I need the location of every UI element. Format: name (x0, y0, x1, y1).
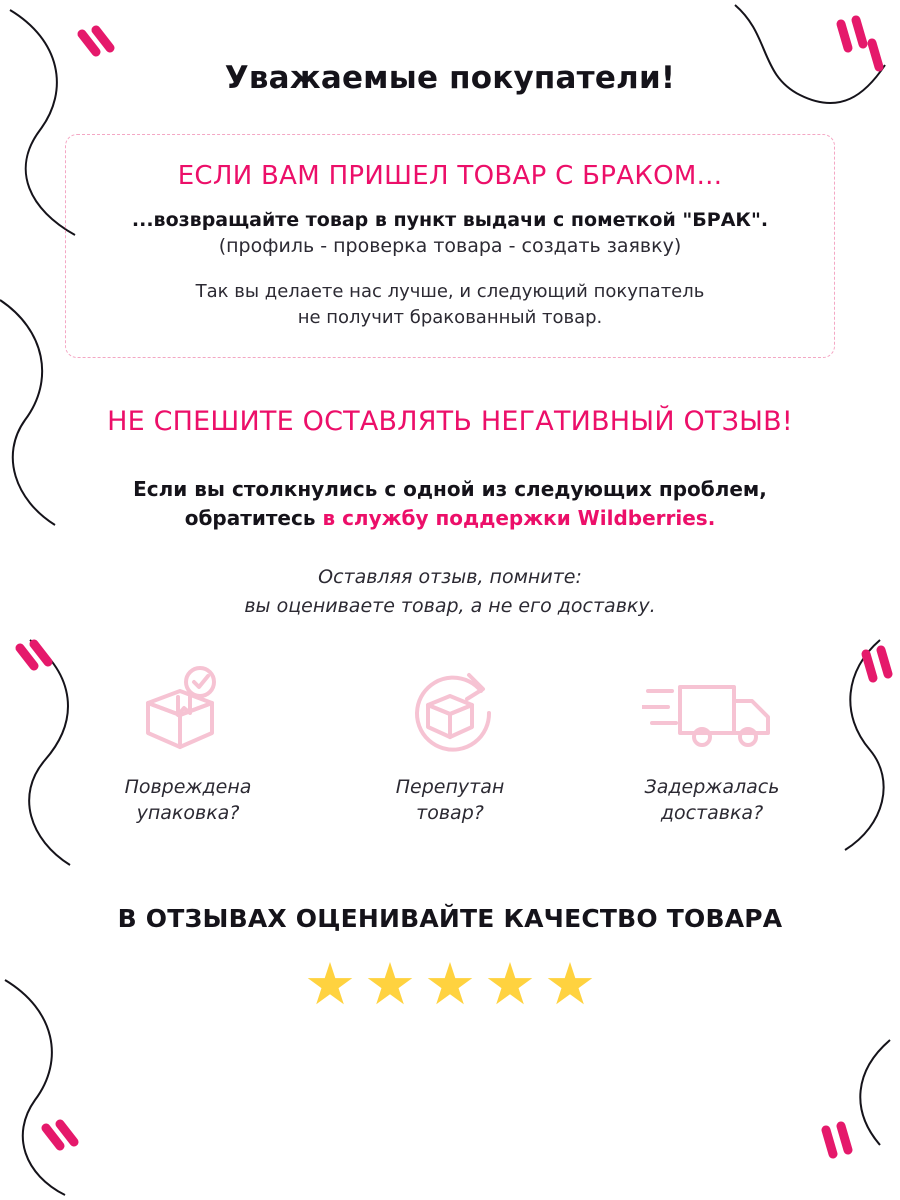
defect-note-line-2: не получит бракованный товар. (297, 307, 603, 329)
problem-line-1: Если вы столкнулись с одной из следующих проблем, (133, 477, 767, 502)
caption-line-1: Перепутан (395, 776, 505, 799)
defect-heading: ЕСЛИ ВАМ ПРИШЕЛ ТОВАР С БРАКОМ... (177, 161, 723, 191)
problem-item-delayed-delivery (617, 665, 807, 826)
caption-line-1: Задержалась (644, 776, 780, 799)
star-icon: ★ (364, 950, 416, 1019)
support-link-text: в службу поддержки Wildberries. (322, 506, 716, 531)
star-icon: ★ (304, 950, 356, 1019)
reminder-line-1: Оставляя отзыв, помните: (318, 566, 582, 589)
star-rating (0, 950, 900, 1019)
problem-icons-row (0, 665, 900, 826)
defect-return-instruction: ...возвращайте товар в пункт выдачи с пометкой "БРАК". (131, 209, 769, 231)
caption-delayed-delivery (617, 775, 807, 826)
caption-line-1: Повреждена (124, 776, 252, 799)
problem-item-damaged-package (93, 665, 283, 826)
damaged-package-icon (93, 665, 283, 757)
star-icon: ★ (544, 950, 596, 1019)
star-icon: ★ (484, 950, 536, 1019)
reminder-line-2: вы оцениваете товар, а не его доставку. (244, 594, 656, 617)
star-icon: ★ (424, 950, 476, 1019)
delayed-delivery-truck-icon (617, 665, 807, 757)
caption-wrong-goods (355, 775, 545, 826)
caption-line-2: доставка? (660, 801, 764, 824)
caption-line-2: упаковка? (136, 801, 240, 824)
problem-support-block (0, 475, 900, 533)
caption-line-2: товар? (416, 801, 484, 824)
defect-profile-path: (профиль - проверка товара - создать заявку) (218, 235, 682, 257)
problem-line-2-prefix: обратитесь (184, 506, 323, 531)
poster-content (0, 60, 900, 1019)
problem-item-wrong-goods (355, 665, 545, 826)
caption-damaged-package (93, 775, 283, 826)
negative-review-warning: НЕ СПЕШИТЕ ОСТАВЛЯТЬ НЕГАТИВНЫЙ ОТЗЫВ! (107, 406, 793, 438)
footer-heading: В ОТЗЫВАХ ОЦЕНИВАЙТЕ КАЧЕСТВО ТОВАРА (117, 904, 783, 934)
problem-line-2 (0, 504, 900, 533)
review-reminder (0, 563, 900, 620)
defect-instructions-box (65, 134, 835, 358)
defect-note-line-1: Так вы делаете нас лучше, и следующий покупатель (195, 281, 705, 302)
wrong-item-icon (355, 665, 545, 757)
page-title: Уважаемые покупатели! (224, 60, 676, 96)
